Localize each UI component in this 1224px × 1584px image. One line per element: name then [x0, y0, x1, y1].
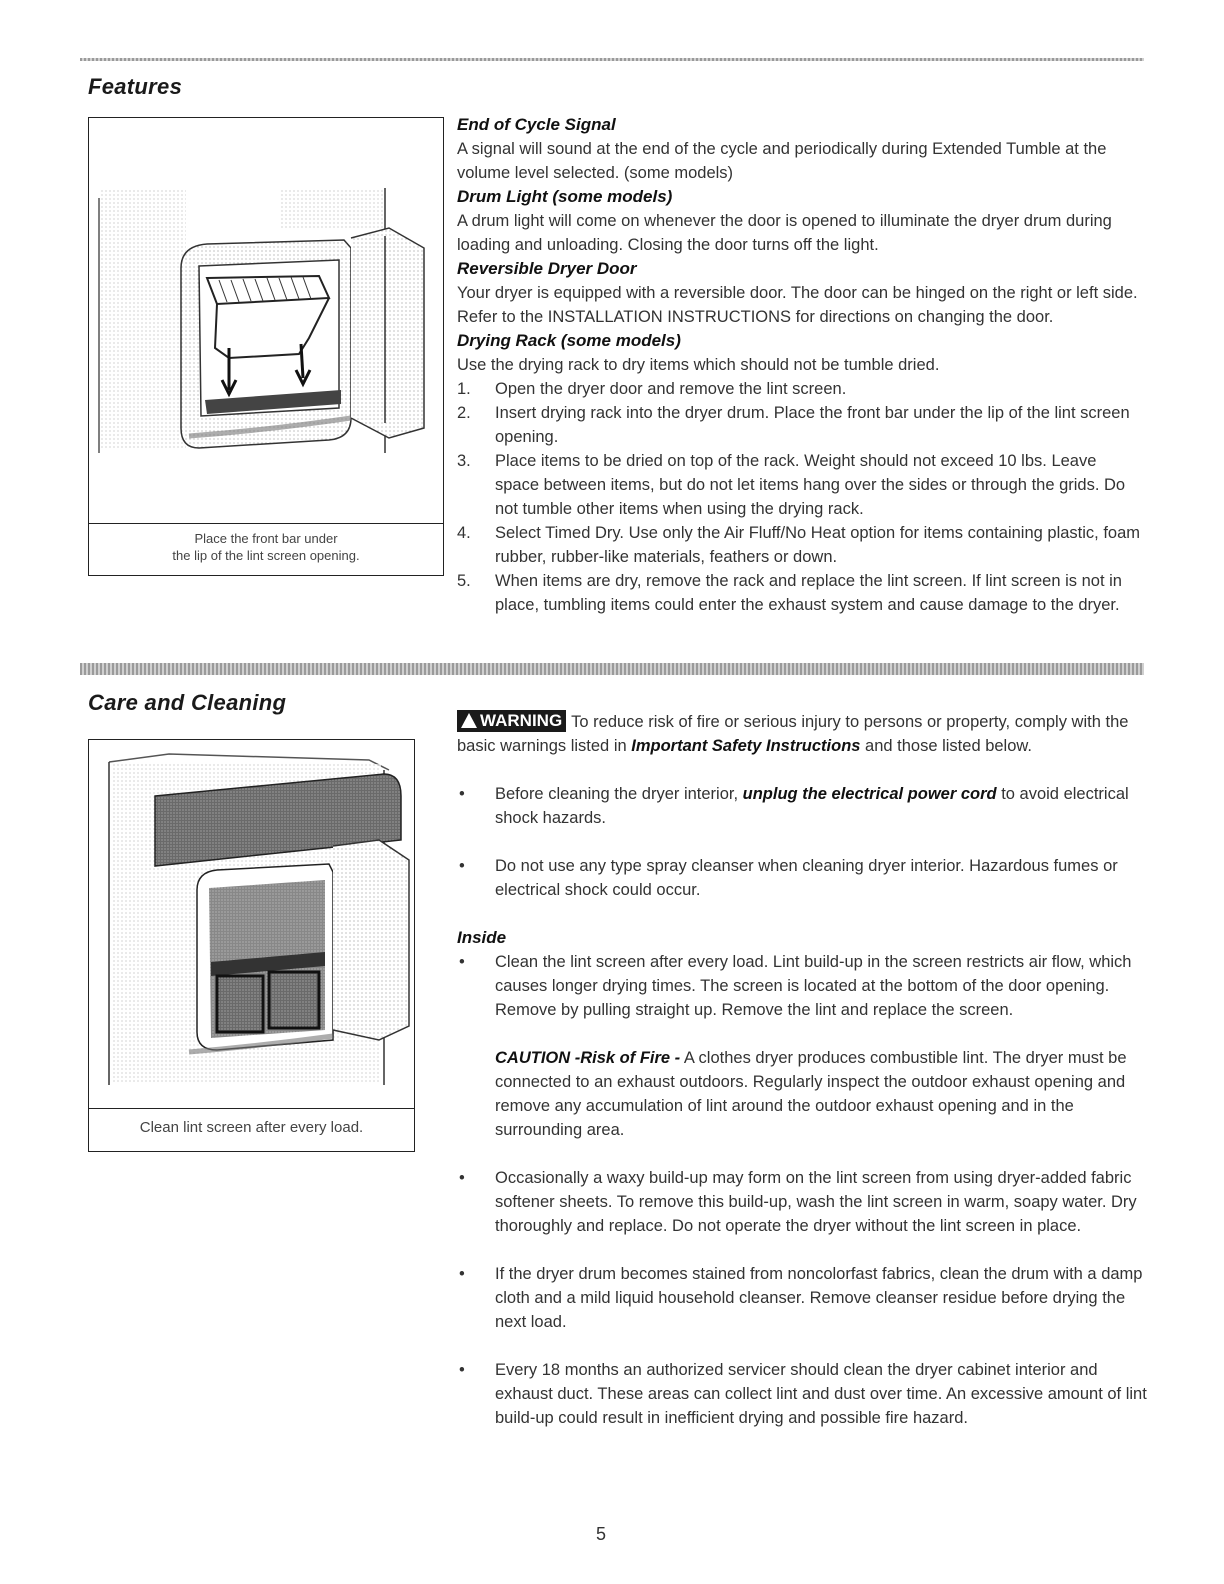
figure-caption: [89, 523, 443, 575]
care-text-column: [457, 710, 1147, 1430]
list-item: [457, 521, 1141, 569]
step-text: Select Timed Dry. Use only the Air Fluff/No Heat option for items containing plastic, foam rubber, rubber-like materials, feathers or down.: [495, 524, 1141, 566]
list-item: [457, 449, 1141, 521]
drum-light-heading: Drum Light (some models): [457, 187, 673, 206]
bullet-1-text-b: to avoid electrical shock hazards.: [495, 785, 1129, 827]
bullet-3-text: Occasionally a waxy build-up may form on the lint screen from using dryer-added fabric softener sheets. To remove this build-up, wash the lint screen in warm, soapy water. Dry thoroughly and replace. Do not operate the dryer without the lint screen in place.: [495, 1169, 1137, 1235]
figure-caption-line-2: the lip of the lint screen opening.: [172, 548, 360, 563]
drum-light-text: A drum light will come on whenever the door is opened to illuminate the dryer drum during loading and unloading. Closing the door turns off the light.: [457, 212, 1112, 254]
bullet-dot: •: [459, 857, 465, 875]
step-number: 1.: [457, 380, 471, 398]
features-text-column: [457, 113, 1141, 617]
care-title: Care and Cleaning: [88, 690, 287, 715]
inside-bullet-text: Clean the lint screen after every load. Lint build-up in the screen restricts air flow, which causes longer drying times. The screen is located at the bottom of the door opening. Remove by pulling straight up. Remove the lint and replace the screen.: [495, 953, 1132, 1019]
warning-emphasis: Important Safety Instructions: [631, 737, 861, 755]
warning-text-1: To reduce risk of fire or serious injury to persons or property, comply with the basic warnings listed in: [457, 713, 1129, 755]
caution-emphasis: CAUTION -Risk of Fire -: [495, 1049, 681, 1067]
bullet-1-emphasis: unplug the electrical power cord: [742, 785, 997, 803]
drying-rack-illustration: [89, 118, 443, 523]
step-text: Insert drying rack into the dryer drum. Place the front bar under the lip of the lint screen opening.: [495, 404, 1130, 446]
list-item: [457, 782, 1147, 830]
step-text: Open the dryer door and remove the lint screen.: [495, 380, 847, 398]
bullet-1-text-a: Before cleaning the dryer interior,: [495, 785, 743, 803]
step-text: When items are dry, remove the rack and replace the lint screen. If lint screen is not in place, tumbling items could enter the exhaust system and cause damage to the dryer.: [495, 572, 1122, 614]
warning-label: WARNING: [480, 711, 563, 730]
list-item: [457, 1358, 1147, 1430]
end-of-cycle-text: A signal will sound at the end of the cycle and periodically during Extended Tumble at the volume level selected. (some models): [457, 140, 1107, 182]
warning-text-2: and those listed below.: [860, 737, 1032, 755]
list-item: [457, 1262, 1147, 1334]
step-number: 3.: [457, 452, 471, 470]
lint-screen-illustration: [89, 740, 414, 1108]
inside-heading: Inside: [457, 928, 507, 947]
drying-rack-heading: Drying Rack (some models): [457, 331, 681, 350]
page-number: 5: [596, 1524, 607, 1544]
top-rule: [80, 58, 1144, 61]
end-of-cycle-heading: End of Cycle Signal: [457, 115, 616, 134]
bullet-dot: •: [459, 1265, 465, 1283]
list-item: [457, 401, 1141, 449]
list-item: [457, 950, 1147, 1022]
bullet-dot: •: [459, 1361, 465, 1379]
drying-rack-figure: [88, 117, 444, 576]
list-item: [457, 1166, 1147, 1238]
lint-screen-figure: [88, 739, 415, 1152]
bullet-dot: •: [459, 1169, 465, 1187]
reversible-door-text: Your dryer is equipped with a reversible door. The door can be hinged on the right or left side. Refer to the INSTALLATION INSTRUCTIONS for directions on changing the door.: [457, 284, 1138, 326]
caution-paragraph: [457, 1046, 1147, 1142]
step-number: 5.: [457, 572, 471, 590]
list-item: [457, 854, 1147, 902]
features-title: Features: [88, 74, 183, 99]
step-number: 2.: [457, 404, 471, 422]
step-text: Place items to be dried on top of the rack. Weight should not exceed 10 lbs. Leave space between items, but do not let items hang over the sides or through the grids. Do not tumble other items when using the drying rack.: [495, 452, 1126, 518]
bullet-4-text: If the dryer drum becomes stained from noncolorfast fabrics, clean the drum with a damp cloth and a mild liquid household cleanser. Remove cleanser residue before drying the next load.: [495, 1265, 1143, 1331]
warning-triangle-icon: [461, 713, 477, 728]
drying-rack-intro: Use the drying rack to dry items which should not be tumble dried.: [457, 356, 940, 374]
list-item: [457, 569, 1141, 617]
section-divider: [80, 663, 1144, 675]
caution-text: A clothes dryer produces combustible lint. The dryer must be connected to an exhaust outdoors. Regularly inspect the outdoor exhaust opening and remove any accumulation of lint around the outdoor exhaust opening and in the surrounding area.: [495, 1049, 1127, 1139]
warning-badge: [457, 710, 566, 732]
bullet-dot: •: [459, 953, 465, 971]
step-number: 4.: [457, 524, 471, 542]
reversible-door-heading: Reversible Dryer Door: [457, 259, 637, 278]
care-figure-caption: Clean lint screen after every load.: [89, 1108, 414, 1151]
bullet-dot: •: [459, 785, 465, 803]
bullet-5-text: Every 18 months an authorized servicer should clean the dryer cabinet interior and exhaust duct. These areas can collect lint and dust over time. An excessive amount of lint build-up could result in inefficient drying and possible fire hazard.: [495, 1361, 1147, 1427]
figure-caption-line-1: Place the front bar under: [194, 531, 338, 546]
list-item: [457, 377, 1141, 401]
bullet-2-text: Do not use any type spray cleanser when cleaning dryer interior. Hazardous fumes or electrical shock could occur.: [495, 857, 1118, 899]
warning-paragraph: [457, 710, 1147, 758]
